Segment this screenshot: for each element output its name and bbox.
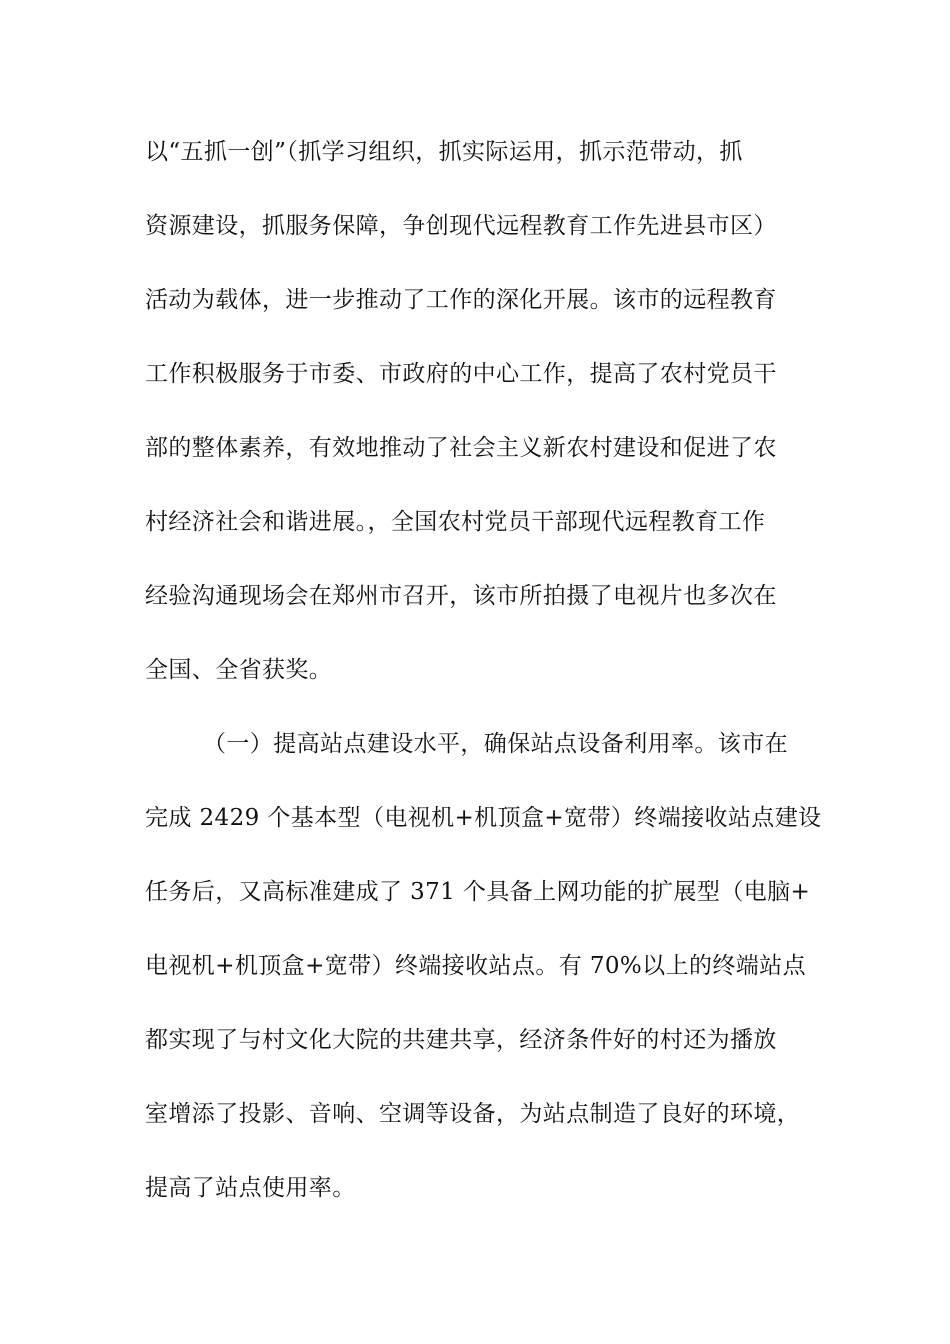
text-line: 任务后，又高标准建成了 371 个具备上网功能的扩展型（电脑+: [145, 879, 811, 905]
text-line: 活动为载体，进一步推动了工作的深化开展。该市的远程教育: [145, 287, 777, 313]
text-line: 完成 2429 个基本型（电视机+机顶盒+宽带）终端接收站点建设: [145, 805, 822, 831]
text-line: 以“五抓一创”（抓学习组织，抓实际运用，抓示范带动，抓: [145, 139, 743, 165]
text-line: 室增添了投影、音响、空调等设备，为站点制造了良好的环境，: [145, 1101, 801, 1127]
text-line: 部的整体素养，有效地推动了社会主义新农村建设和促进了农: [145, 435, 777, 461]
text-line: 经验沟通现场会在郑州市召开，该市所拍摄了电视片也多次在: [145, 583, 777, 609]
text-line: 村经济社会和谐进展。，全国农村党员干部现代远程教育工作: [145, 509, 766, 535]
text-line: 电视机+机顶盒+宽带）终端接收站点。有 70%以上的终端站点: [145, 953, 806, 979]
paragraph-heading-line: （一）提高站点建设水平，确保站点设备利用率。该市在: [203, 731, 788, 757]
text-line: 资源建设，抓服务保障，争创现代远程教育工作先进县市区）: [145, 213, 777, 239]
text-line: 全国、全省获奖。: [145, 657, 333, 683]
text-line: 提高了站点使用率。: [145, 1175, 356, 1201]
text-line: 都实现了与村文化大院的共建共享，经济条件好的村还为播放: [145, 1027, 777, 1053]
text-line: 工作积极服务于市委、市政府的中心工作，提高了农村党员干: [145, 361, 777, 387]
